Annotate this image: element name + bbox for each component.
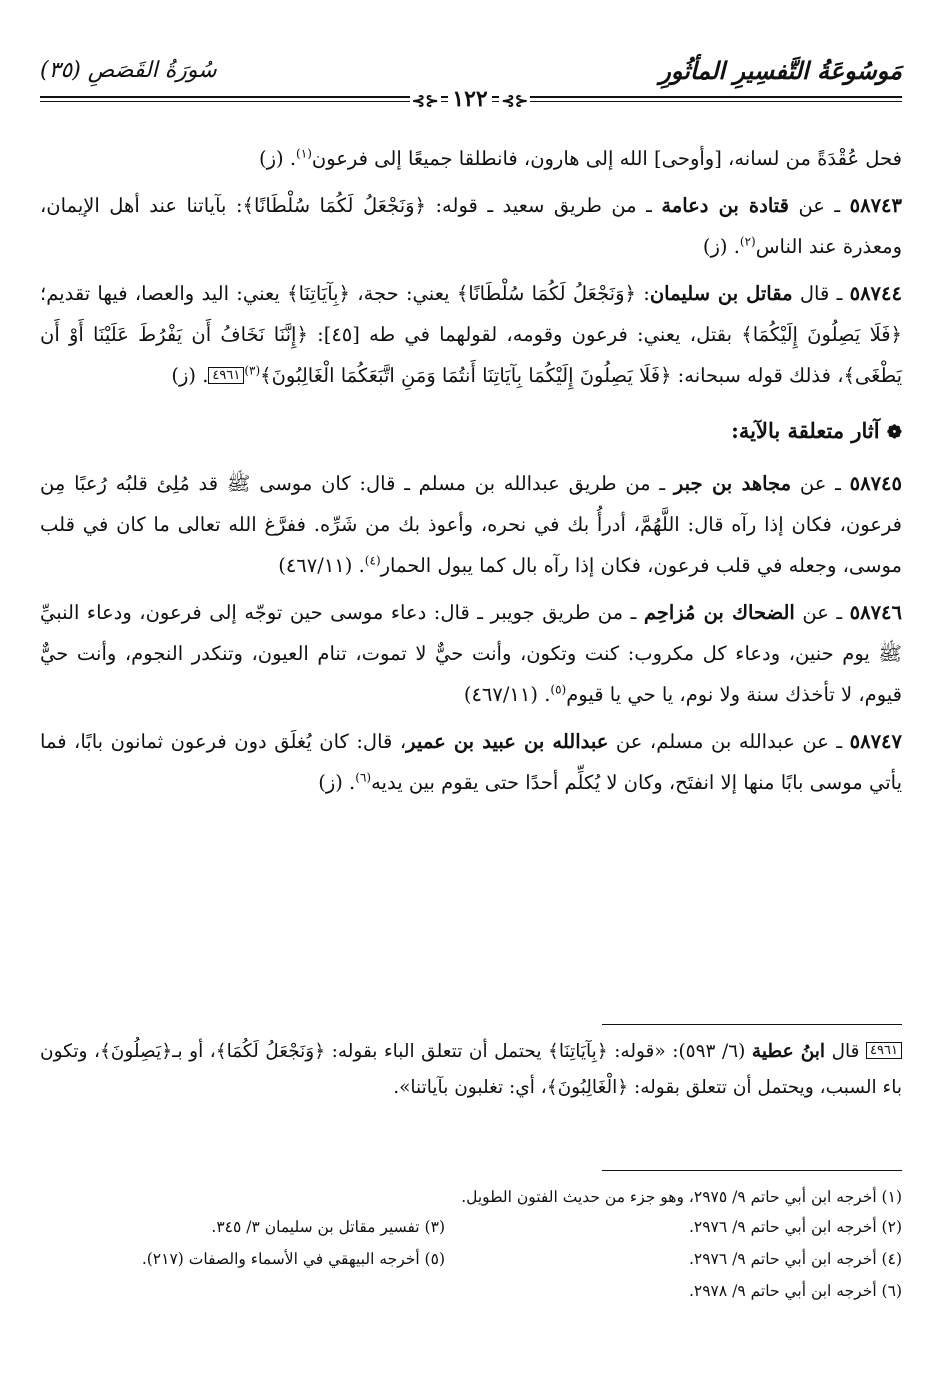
quran-quote: ﴿فَلَا يَصِلُونَ إِلَيْكُمَا بِآيَاتِنَا أَنتُمَا وَمَنِ اتَّبَعَكُمَا الْغَالِبُونَ﴾ [260,364,672,387]
narration-58743: ٥٨٧٤٣ ـ عن قتادة بن دعامة ـ من طريق سعيد ـ قوله: ﴿وَنَجْعَلُ لَكُمَا سُلْطَانًا﴾: بآياتنا عند أهل الإيمان، ومعذرة عند الناس$^{(٢)}$. (ز) [40,194,902,258]
narrator-name: مقاتل بن سليمان [649,282,793,305]
narration-58746: ٥٨٧٤٦ ـ عن الضحاك بن مُزاحِم ـ من طريق جويبر ـ قال: دعاء موسى حين توجّه إلى فرعون، ودعاء النبيِّ ﷺ يوم حنين، ودعاء كل مكروب: كنت وتكون، وأنت حيٌّ لا تموت، تنام العيون، وتنكدر النجوم، وأنت حيٌّ قيوم، لا تأخذك سنة ولا نوم، يا حي يا قيوم$^{(٥)}$. (٤٦٧/١١) [40,601,902,706]
footnote-ref: (٦) [355,770,372,785]
quran-quote: ﴿إِنَّنَا نَخَافُ أَن يَفْرُطَ عَلَيْنَا أَوْ أَن يَطْغَى﴾ [40,323,902,387]
quran-quote: ﴿وَنَجْعَلُ لَكُمَا﴾ [215,1041,326,1062]
commentator-name: ابنُ عطية [751,1041,826,1062]
commentary-rule [602,1024,902,1025]
footnote-5: (٥) أخرجه البيهقي في الأسماء والصفات (٢١٧). [141,1250,445,1268]
narrator-name: الضحاك بن مُزاحِم [643,601,795,624]
footnote-ref: (١) [296,146,312,161]
page-number-row [0,86,940,112]
quran-quote: ﴿يَصِلُونَ﴾ [99,1041,173,1062]
footnote-4: (٤) أخرجه ابن أبي حاتم ٩/ ٢٩٧٦. [688,1250,902,1268]
footnote-6: (٦) أخرجه ابن أبي حاتم ٩/ ٢٩٧٨. [688,1282,902,1300]
page-number: ١٢٢ [448,86,491,112]
commentary-block: ٤٩٦١ قال ابنُ عطية (٦/ ٥٩٣): «قوله: ﴿بِآيَاتِنَا﴾ يحتمل أن تتعلق الباء بقوله: ﴿وَنَجْعَلُ لَكُمَا﴾، أو بـ﴿يَصِلُونَ﴾، وتكون باء السبب، ويحتمل أن تتعلق بقوله: ﴿الْغَالِبُونَ﴾، أي: تغلبون بآياتنا». [40,1041,902,1098]
footnote-ref: (٢) [739,234,756,249]
footnotes-rule [602,1170,902,1171]
footnote-1: (١) أخرجه ابن أبي حاتم ٩/ ٢٩٧٥، وهو جزء من حديث الفتون الطويل. [461,1188,902,1206]
quran-quote: ﴿بِآيَاتِنَا﴾ [287,282,350,305]
footnote-3: (٣) تفسير مقاتل بن سليمان ٣/ ٣٤٥. [211,1218,445,1236]
narration-number: ٥٨٧٤٤ [849,282,902,305]
section-heading: ❁ آثار متعلقة بالآية: [731,418,902,443]
quran-quote: ﴿وَنَجْعَلُ لَكُمَا سُلْطَانًا﴾ [456,282,636,305]
narration-number: ٥٨٧٤٦ [849,601,902,624]
narration-number: ٥٨٧٤٣ [849,194,902,217]
ornament-right-icon: ⊰⊱ [501,91,529,110]
narration-number: ٥٨٧٤٧ [849,730,902,753]
narration-number: ٥٨٧٤٥ [849,472,902,495]
quran-quote: ﴿الْغَالِبُونَ﴾ [546,1077,629,1098]
narration-58745: ٥٨٧٤٥ ـ عن مجاهد بن جبر ـ من طريق عبدالله بن مسلم ـ قال: كان موسى ﷺ قد مُلِئ قلبُه رُعبًا مِن فرعون، فكان إذا رآه قال: اللَّهُمَّ، أدرأُ بك في نحره، وأعوذ بك من شَرِّه. ففرَّغ الله تعالى ما كان في قلب موسى، وجعله في قلب فرعون، فكان إذا رآه بال كما يبول الحمار$^{(٤)}$. (٤٦٧/١١) [40,472,902,577]
footnote-2: (٢) أخرجه ابن أبي حاتم ٩/ ٢٩٧٦. [688,1218,902,1236]
narration-58747: ٥٨٧٤٧ ـ عن عبدالله بن مسلم، عن عبدالله بن عبيد بن عمير، قال: كان يُغلَق دون فرعون ثمانون بابًا، فما يأتي موسى بابًا منها إلا انفتَح، وكان لا يُكلِّم أحدًا حتى يقوم بين يديه$^{(٦)}$. (ز) [40,730,902,794]
quran-quote: ﴿فَلَا يَصِلُونَ إِلَيْكُمَا﴾ [741,323,902,346]
narrator-name: قتادة بن دعامة [661,194,789,217]
narrator-name: مجاهد بن جبر [673,472,792,495]
main-text [40,138,902,809]
narrator-name: عبدالله بن عبيد بن عمير [406,730,609,753]
surah-title: سُورَةُ القَصَصِ (٣٥) [40,58,217,83]
commentary-ref-box: ٤٩٦١ [208,367,244,384]
quran-quote: ﴿بِآيَاتِنَا﴾ [548,1041,608,1062]
footnote-ref: (٣) [244,363,261,378]
flower-ornament-icon: ❁ [886,422,902,443]
book-title: مَوسُوعَةُ التَّفسِيرِ المأثُورِ [659,56,902,85]
commentary-number-box: ٤٩٦١ [866,1042,902,1059]
quran-quote: ﴿وَنَجْعَلُ لَكُمَا سُلْطَانًا﴾ [242,194,426,217]
ornament-left-icon: ⊰⊱ [411,91,439,110]
paragraph-continuation: فحل عُقْدَةً من لسانه، [وأوحى] الله إلى هارون، فانطلقا جميعًا إلى فرعون$^{(١)}$. (ز) [259,146,902,170]
footnote-ref: (٥) [550,682,567,697]
narration-58744: ٥٨٧٤٤ ـ قال مقاتل بن سليمان: ﴿وَنَجْعَلُ لَكُمَا سُلْطَانًا﴾ يعني: حجة، ﴿بِآيَاتِنَا﴾ يعني: اليد والعصا، فيها تقديم؛ ﴿فَلَا يَصِلُونَ إِلَيْكُمَا﴾ بقتل، يعني: فرعون وقومه، لقولهما في طه [٤٥]: ﴿إِنَّنَا نَخَافُ أَن يَفْرُطَ عَلَيْنَا أَوْ أَن يَطْغَى﴾، فذلك قوله سبحانه: ﴿فَلَا يَصِلُونَ إِلَيْكُمَا بِآيَاتِنَا أَنتُمَا وَمَنِ اتَّبَعَكُمَا الْغَالِبُونَ﴾$^{(٣)}$٤٩٦١. (ز) [40,282,902,387]
footnote-ref: (٤) [364,553,381,568]
